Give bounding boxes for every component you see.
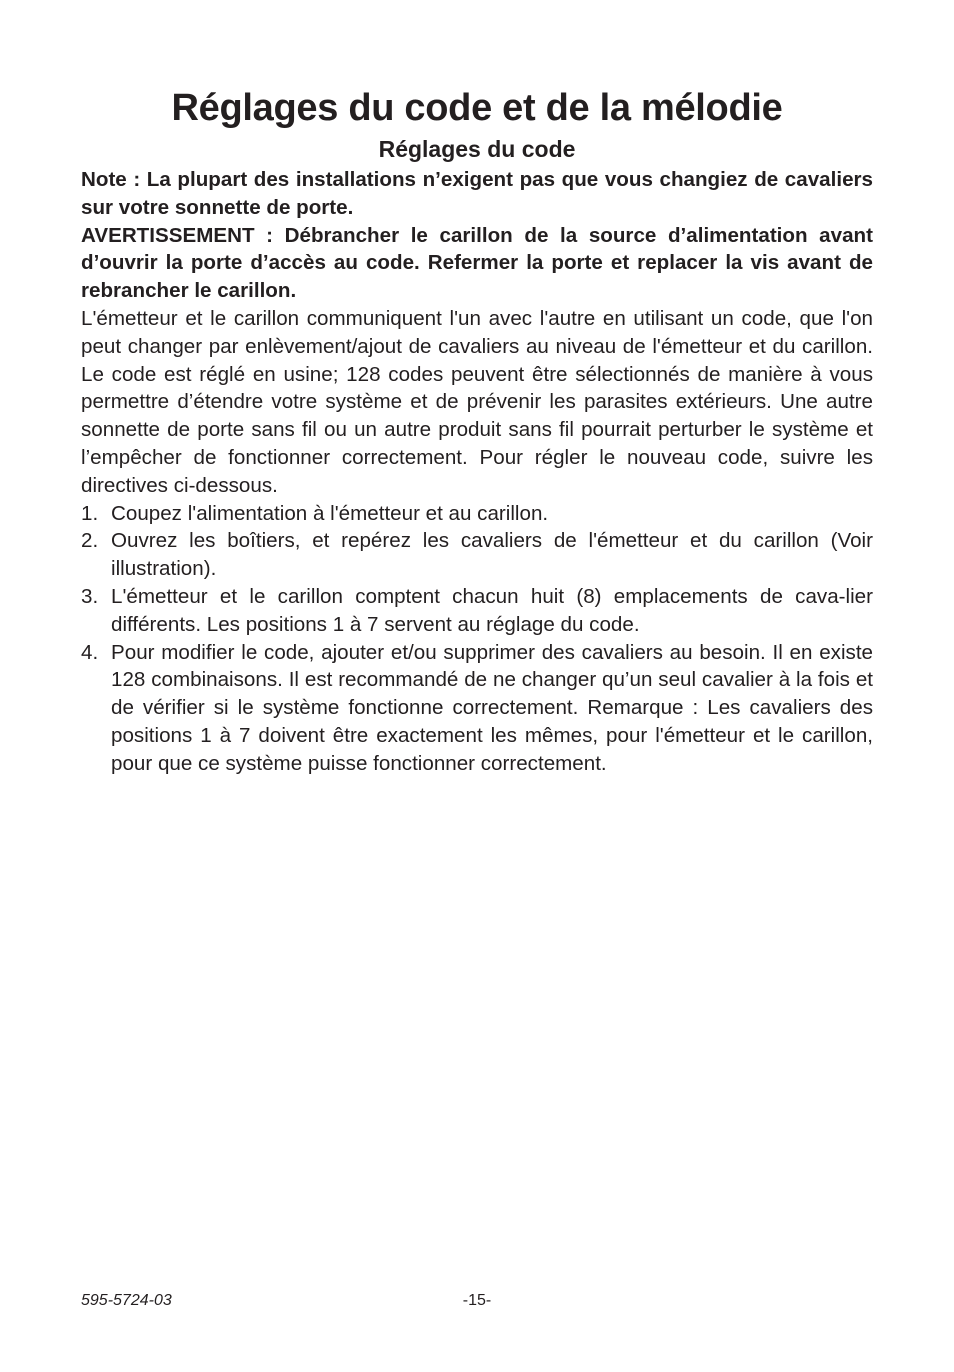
section-title: Réglages du code (378, 136, 576, 162)
step-number: 3. (81, 584, 99, 608)
step-number: 4. (81, 640, 99, 664)
list-item (81, 639, 873, 778)
page-number: -15- (462, 1292, 492, 1309)
steps-list (81, 500, 873, 778)
list-item (81, 527, 873, 583)
note-paragraph: Note : La plupart des installations n’exigent pas que vous changiez de cavaliers sur votre sonnette de porte. (81, 168, 873, 219)
step-text: Ouvrez les boîtiers, et repérez les cavaliers de l'émetteur et du carillon (Voir illustration). (111, 529, 873, 581)
step-number: 1. (81, 501, 99, 525)
step-number: 2. (81, 529, 99, 553)
step-text: Pour modifier le code, ajouter et/ou supprimer des cavaliers au besoin. Il en existe 128 combinaisons. Il est recommandé de ne changer qu’un seul cavalier à la fois et de vérifier si le système fonctionne correctement. Remarque : Les cavaliers des positions 1 à 7 doivent être exactement les mêmes, pour l'émetteur et le carillon, pour que ce système puisse fonctionner correctement. (111, 640, 873, 775)
warning-paragraph: AVERTISSEMENT : Débrancher le carillon de la source d’alimentation avant d’ouvrir la porte d’accès au code. Refermer la porte et replacer la vis avant de rebrancher le carillon. (81, 223, 873, 303)
step-text: L'émetteur et le carillon comptent chacun huit (8) emplacements de cava-lier différents. Les positions 1 à 7 servent au réglage du code. (111, 584, 873, 636)
page-title: Réglages du code et de la mélodie (171, 87, 783, 129)
step-text: Coupez l'alimentation à l'émetteur et au carillon. (111, 501, 549, 525)
list-item (81, 500, 873, 528)
main-content (81, 166, 873, 778)
document-code: 595-5724-03 (81, 1292, 172, 1309)
list-item (81, 583, 873, 639)
intro-paragraph: L'émetteur et le carillon communiquent l'un avec l'autre en utilisant un code, que l'on peut changer par enlèvement/ajout de cavaliers au niveau de l'émetteur et du carillon. Le code est réglé en usine; 128 codes peuvent être sélectionnés de manière à vous permettre d’étendre votre système et de prévenir les parasites extérieurs. Une autre sonnette de porte sans fil ou un autre produit sans fil pourrait perturber le système et l’empêcher de fonctionner correctement. Pour régler le nouveau code, suivre les directives ci-dessous. (81, 306, 873, 497)
